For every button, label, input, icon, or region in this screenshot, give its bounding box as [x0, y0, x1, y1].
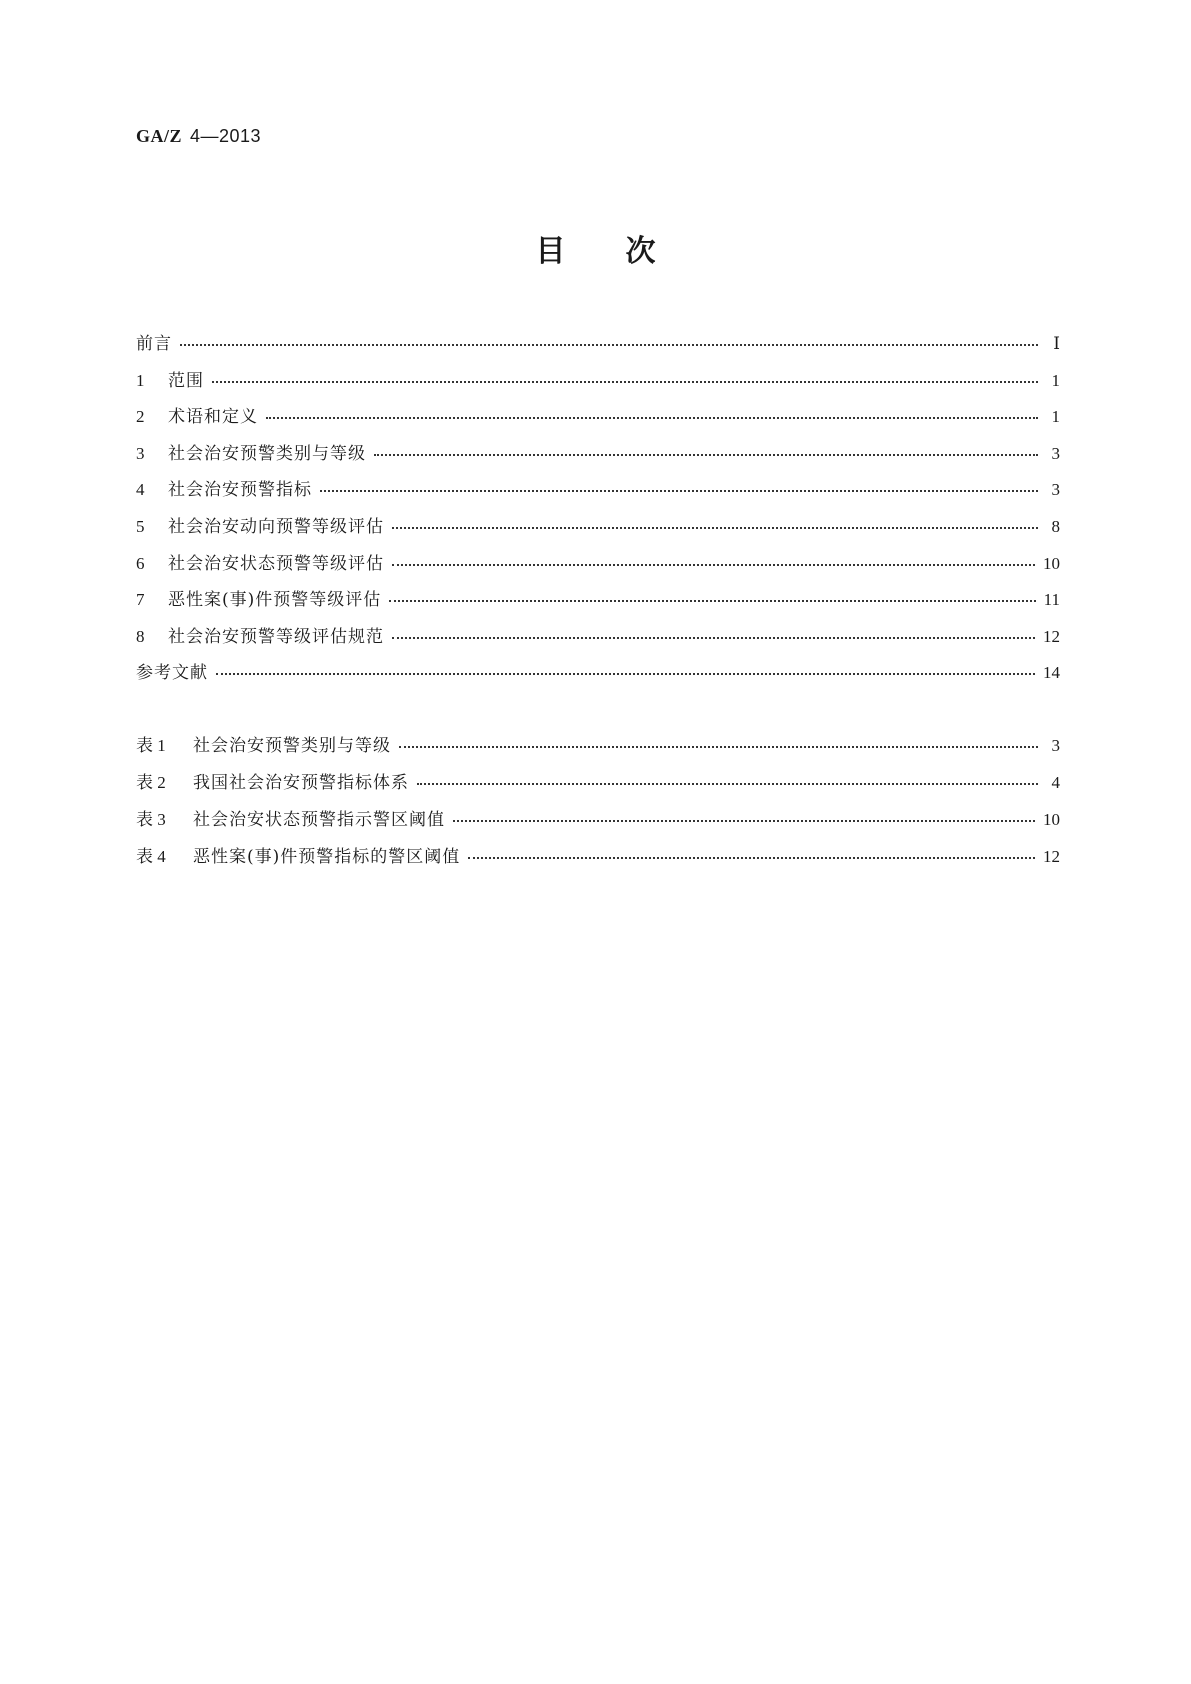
toc-item-label: 术语和定义	[168, 407, 258, 428]
toc-leader-dots	[212, 375, 1038, 383]
toc-item-6[interactable]	[136, 549, 1060, 586]
toc-item-references[interactable]	[136, 658, 1060, 695]
toc-item-number: 4	[136, 480, 145, 500]
toc-item-number: 1	[136, 370, 145, 390]
toc-tables-list	[136, 731, 1060, 879]
toc-list	[136, 329, 1060, 695]
toc-leader-dots	[417, 777, 1038, 785]
toc-table-page: 4	[1051, 773, 1060, 792]
toc-table-page: 3	[1051, 736, 1060, 755]
toc-item-page: 11	[1043, 590, 1060, 610]
toc-leader-dots	[374, 448, 1038, 456]
toc-item-label: 恶性案(事)件预警等级评估	[168, 590, 382, 611]
toc-item-label: 社会治安预警指标	[168, 480, 312, 501]
toc-leader-dots	[399, 740, 1038, 748]
toc-item-page: 1	[1051, 407, 1060, 427]
standard-code	[136, 126, 261, 147]
toc-item-7[interactable]	[136, 585, 1060, 622]
toc-item-page: 1	[1051, 370, 1060, 390]
toc-item-page: 10	[1043, 553, 1060, 573]
toc-item-page: 8	[1051, 516, 1060, 536]
toc-item-page: 3	[1051, 480, 1060, 500]
toc-item-label: 社会治安预警类别与等级	[168, 443, 366, 464]
toc-leader-dots	[392, 558, 1035, 566]
toc-item-page: 14	[1043, 663, 1060, 683]
toc-leader-dots	[320, 484, 1038, 492]
toc-item-number: 8	[136, 626, 145, 646]
toc-item-label: 社会治安动向预警等级评估	[168, 516, 384, 537]
toc-item-1[interactable]	[136, 366, 1060, 403]
toc-table-number: 表 4	[136, 847, 166, 866]
toc-item-preface[interactable]	[136, 329, 1060, 366]
toc-item-label: 范围	[168, 370, 204, 391]
toc-table-3[interactable]	[136, 805, 1060, 842]
toc-leader-dots	[468, 851, 1035, 859]
toc-leader-dots	[453, 814, 1035, 822]
toc-table-4[interactable]	[136, 842, 1060, 879]
page-title: 目次	[535, 234, 716, 269]
toc-leader-dots	[216, 667, 1035, 675]
toc-item-page: 3	[1051, 443, 1060, 463]
toc-table-label: 恶性案(事)件预警指标的警区阈值	[193, 847, 461, 867]
toc-item-4[interactable]	[136, 475, 1060, 512]
toc-item-8[interactable]	[136, 622, 1060, 659]
toc-item-number: 6	[136, 553, 145, 573]
toc-item-5[interactable]	[136, 512, 1060, 549]
toc-item-number: 7	[136, 590, 145, 610]
toc-leader-dots	[392, 521, 1038, 529]
toc-item-label: 社会治安状态预警等级评估	[168, 553, 384, 574]
standard-number: 4—2013	[190, 126, 262, 146]
toc-table-number: 表 2	[136, 773, 166, 792]
toc-item-number: 2	[136, 407, 145, 427]
toc-item-number: 3	[136, 443, 145, 463]
toc-table-label: 我国社会治安预警指标体系	[193, 773, 409, 793]
toc-table-number: 表 3	[136, 810, 166, 829]
toc-item-page: Ⅰ	[1053, 334, 1060, 353]
toc-leader-dots	[266, 411, 1038, 419]
toc-table-label: 社会治安状态预警指示警区阈值	[193, 810, 445, 830]
toc-item-page: 12	[1043, 626, 1060, 646]
toc-table-2[interactable]	[136, 768, 1060, 805]
standard-prefix: GA/Z	[136, 126, 183, 146]
toc-item-3[interactable]	[136, 439, 1060, 476]
toc-leader-dots	[392, 631, 1035, 639]
toc-item-2[interactable]	[136, 402, 1060, 439]
toc-table-page: 12	[1043, 847, 1060, 866]
toc-item-label: 前言	[136, 334, 172, 354]
toc-table-1[interactable]	[136, 731, 1060, 768]
toc-table-page: 10	[1043, 810, 1060, 829]
toc-leader-dots	[180, 338, 1038, 346]
toc-table-label: 社会治安预警类别与等级	[193, 736, 391, 756]
toc-item-number: 5	[136, 516, 145, 536]
toc-item-label: 社会治安预警等级评估规范	[168, 626, 384, 647]
toc-table-number: 表 1	[136, 736, 166, 755]
toc-leader-dots	[389, 594, 1035, 602]
toc-item-label: 参考文献	[136, 663, 208, 684]
